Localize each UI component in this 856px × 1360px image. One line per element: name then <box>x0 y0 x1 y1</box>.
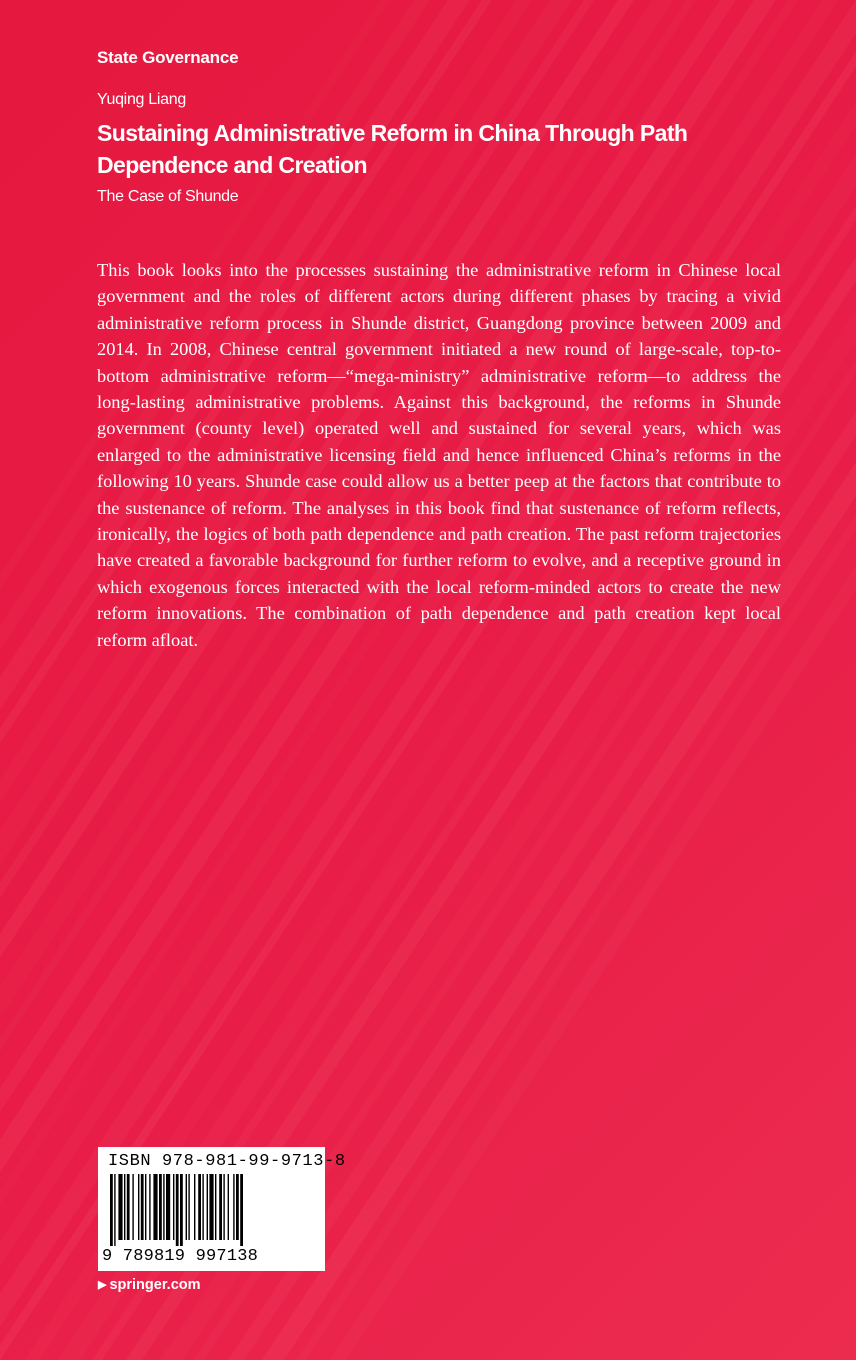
series-name: State Governance <box>97 48 239 67</box>
barcode-bar <box>180 1174 183 1246</box>
barcode-bar <box>202 1174 203 1240</box>
barcode-bar <box>228 1174 229 1240</box>
barcode-bar <box>163 1174 164 1240</box>
barcode <box>106 1174 316 1246</box>
barcode-bar <box>219 1174 222 1240</box>
barcode-bar <box>223 1174 224 1240</box>
book-title: Sustaining Administrative Reform in China Through Path Dependence and Creation <box>97 120 688 178</box>
barcode-bar <box>233 1174 234 1240</box>
barcode-bar <box>207 1174 208 1240</box>
book-subtitle: The Case of Shunde <box>97 188 239 205</box>
barcode-bar <box>176 1174 179 1246</box>
book-description: This book looks into the processes sustaining the administrative reform in Chinese local government and the roles of different actors during different phases by tracing a vivid administrative reform process in Shunde district, Guangdong province between 2009 and 2014. In 2008, Chinese central government initiated a new round of large-scale, top-to-bottom administrative reform—“mega-ministry” administrative reform—to address the long-lasting administrative problems. Against this background, the reforms in Shunde government (county level) operated well and sustained for several years, which was enlarged to the administrative licensing field and hence influenced China’s reforms in the following 10 years. Shunde case could allow us a better peep at the factors that contribute to the sustenance of reform. The analyses in this book find that sustenance of reform reflects, ironically, the logics of both path dependence and path creation. The past reform trajectories have created a favorable background for further reform to evolve, and a receptive ground in which exogenous forces interacted with the local reform-minded actors to create the new reform innovations. The combination of path dependence and path creation kept local reform afloat. <box>97 260 781 650</box>
publisher-link[interactable] <box>98 1277 201 1293</box>
barcode-bar <box>209 1174 213 1240</box>
barcode-bar <box>149 1174 150 1240</box>
barcode-bar <box>186 1174 187 1240</box>
barcode-bar <box>110 1174 113 1246</box>
barcode-bar <box>188 1174 189 1240</box>
barcode-bar <box>240 1174 243 1246</box>
barcode-bar <box>173 1174 174 1240</box>
barcode-bar <box>198 1174 201 1240</box>
barcode-bar <box>132 1174 133 1240</box>
barcode-bar <box>215 1174 216 1240</box>
barcode-bar <box>194 1174 195 1240</box>
arrow-right-icon: ▶ <box>98 1279 107 1291</box>
barcode-bar <box>127 1174 130 1240</box>
isbn-label: ISBN 978-981-99-9713-8 <box>108 1152 346 1171</box>
barcode-bar <box>118 1174 122 1240</box>
publisher-url: springer.com <box>109 1277 201 1293</box>
barcode-bar <box>124 1174 125 1240</box>
barcode-bar <box>236 1174 239 1240</box>
barcode-bar <box>166 1174 170 1240</box>
barcode-bar <box>114 1174 115 1246</box>
barcode-bar <box>153 1174 157 1240</box>
barcode-bar <box>159 1174 162 1240</box>
isbn-barcode-box <box>98 1147 346 1271</box>
barcode-digits: 9 789819 997138 <box>102 1247 259 1266</box>
barcode-bar <box>145 1174 146 1240</box>
barcode-bar <box>141 1174 144 1240</box>
barcode-bar <box>138 1174 139 1240</box>
author-name: Yuqing Liang <box>97 91 186 108</box>
